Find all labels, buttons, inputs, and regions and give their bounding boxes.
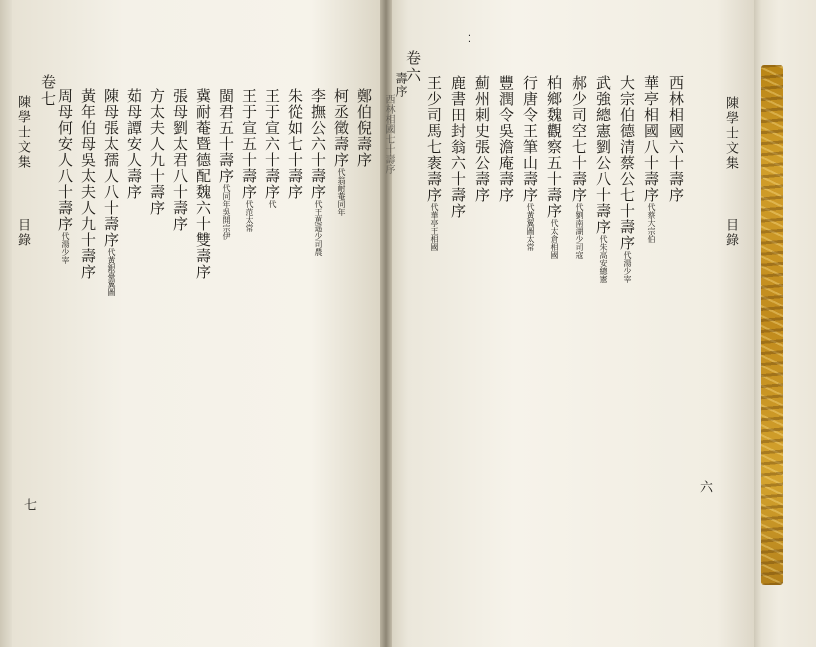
- toc-entry: [310, 88, 325, 256]
- toc-entry: [172, 88, 187, 232]
- toc-entry: [80, 88, 95, 280]
- toc-entry: [57, 88, 72, 264]
- page-number: 七: [21, 498, 36, 511]
- left-page-edge: [0, 0, 12, 647]
- section-heading: 壽序: [394, 72, 408, 98]
- section-label: 目錄: [723, 218, 738, 248]
- toc-entry: [241, 88, 256, 232]
- entry-title: 王于宣五十壽序: [240, 88, 258, 200]
- entry-title: 方太夫人九十壽序: [148, 88, 166, 216]
- subsection-heading: 西林相國七十壽序: [383, 94, 394, 174]
- entry-note: 代范太常: [245, 200, 254, 232]
- entry-note: 代華亭王相國: [430, 203, 439, 251]
- toc-entry: [643, 75, 658, 243]
- entry-note: 代黃銀臺翼圖: [107, 248, 116, 296]
- entry-title: 張母劉太君八十壽序: [171, 88, 189, 232]
- entry-title: 閩君五十壽序: [217, 88, 235, 184]
- entry-title: 周母何安人八十壽序: [56, 88, 74, 232]
- entry-note: 代湯少宰: [623, 251, 632, 283]
- entry-title: 柯丞徵壽序: [332, 88, 350, 168]
- entry-title: 王少司馬七袠壽序: [425, 75, 443, 203]
- entry-title: 陳母張太孺人八十壽序: [102, 88, 120, 248]
- toc-entry: [668, 75, 683, 203]
- toc-entry: [356, 88, 371, 168]
- collection-title: 陳學士文集: [723, 96, 738, 171]
- toc-entry: [571, 75, 586, 259]
- entry-note: 代王葸遥少司農: [314, 200, 323, 256]
- toc-entry: [218, 88, 233, 240]
- entry-title: 李撫公六十壽序: [309, 88, 327, 200]
- toc-entry: [126, 88, 141, 200]
- entry-note: 代蔡大宗伯: [647, 203, 656, 243]
- entry-note: 代朱高安總憲: [599, 235, 608, 283]
- entry-note: 代劉南湖少司寇: [575, 203, 584, 259]
- toc-entry: [619, 75, 634, 283]
- entry-note: 代湯少宰: [61, 232, 70, 264]
- toc-entry: [595, 75, 610, 283]
- toc-entry: [264, 88, 279, 208]
- toc-entry: [195, 88, 210, 280]
- volume-heading: 卷六: [404, 50, 422, 84]
- entry-title: 冀耐菴暨德配魏六十雙壽序: [194, 88, 212, 280]
- entry-title: 華亭相國八十壽序: [642, 75, 660, 203]
- collection-title: 陳學士文集: [15, 95, 30, 170]
- toc-entry: [103, 88, 118, 296]
- entry-note: 代同年吳開宗伊: [222, 184, 231, 240]
- entry-title: 豐潤令吳澹庵壽序: [497, 75, 515, 203]
- section-label: 目錄: [15, 218, 30, 248]
- entry-title: 鹿書田封翁六十壽序: [449, 75, 467, 219]
- toc-entry: [522, 75, 537, 251]
- toc-entry: [287, 88, 302, 200]
- entry-title: 王于宣六十壽序: [263, 88, 281, 200]
- toc-entry: [474, 75, 489, 203]
- toc-entry: [498, 75, 513, 203]
- margin-mark: ⁚: [464, 34, 475, 45]
- entry-title: 鄭伯倪壽序: [355, 88, 373, 168]
- entry-title: 大宗伯德清蔡公七十壽序: [618, 75, 636, 251]
- entry-title: 黃年伯母吳太夫人九十壽序: [79, 88, 97, 280]
- page-number: 六: [697, 480, 712, 493]
- entry-title: 行唐令王筆山壽序: [521, 75, 539, 203]
- toc-entry: [333, 88, 348, 216]
- toc-entry: [426, 75, 441, 251]
- entry-note: 代翁耐菴同年: [337, 168, 346, 216]
- entry-title: 薊州刺史張公壽序: [473, 75, 491, 203]
- entry-note: 代: [268, 200, 277, 208]
- entry-title: 茹母譚安人壽序: [125, 88, 143, 200]
- entry-title: 西林相國六十壽序: [667, 75, 685, 203]
- volume-heading: 卷七: [39, 74, 57, 108]
- toc-entry: [546, 75, 561, 259]
- toc-entry: [450, 75, 465, 219]
- entry-title: 武強總憲劉公八十壽序: [594, 75, 612, 235]
- toc-entry: [149, 88, 164, 216]
- gilded-page-edge: [761, 65, 783, 585]
- entry-note: 代太倉相國: [550, 219, 559, 259]
- entry-title: 柏鄉魏觀察五十壽序: [545, 75, 563, 219]
- entry-title: 朱從如七十壽序: [286, 88, 304, 200]
- entry-title: 郝少司空七十壽序: [570, 75, 588, 203]
- entry-note: 代黃翼圖太常: [526, 203, 535, 251]
